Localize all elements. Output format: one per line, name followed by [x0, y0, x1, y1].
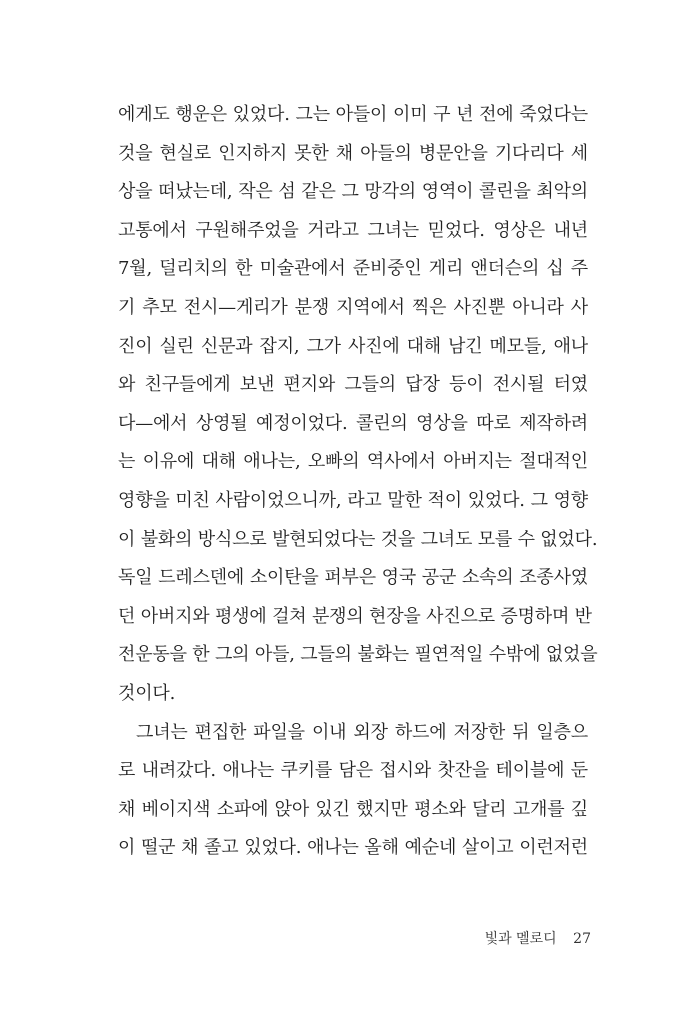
text-line: 상을 떠났는데, 작은 섬 같은 그 망각의 영역이 콜린을 최악의 — [118, 181, 588, 203]
page-number: 27 — [573, 931, 591, 947]
text-line: 던 아버지와 평생에 걸쳐 분쟁의 현장을 사진으로 증명하며 반 — [118, 605, 592, 627]
body-text — [118, 96, 598, 868]
text-line: 것을 현실로 인지하지 못한 채 아들의 병문안을 기다리다 세 — [118, 142, 588, 164]
running-title: 빛과 멜로디 — [484, 931, 557, 947]
text-line: 채 베이지색 소파에 앉아 있긴 했지만 평소와 달리 고개를 깊 — [118, 798, 588, 820]
text-line: 영향을 미친 사람이었으니까, 라고 말한 적이 있었다. 그 영향 — [118, 489, 588, 511]
text-line: 와 친구들에게 보낸 편지와 그들의 답장 등이 전시될 터였 — [118, 374, 588, 396]
text-line: 기 추모 전시—게리가 분쟁 지역에서 찍은 사진뿐 아니라 사 — [118, 296, 588, 318]
text-line: 이 불화의 방식으로 발현되었다는 것을 그녀도 모를 수 없었다. — [118, 528, 598, 550]
text-line: 다—에서 상영될 예정이었다. 콜린의 영상을 따로 제작하려 — [118, 412, 588, 434]
text-line: 고통에서 구원해주었을 거라고 그녀는 믿었다. 영상은 내년 — [118, 219, 588, 241]
text-line: 는 이유에 대해 애나는, 오빠의 역사에서 아버지는 절대적인 — [118, 451, 588, 473]
text-line: 로 내려갔다. 애나는 쿠키를 담은 접시와 찻잔을 테이블에 둔 — [118, 760, 588, 782]
page-footer — [485, 928, 591, 948]
text-line: 7월, 덜리치의 한 미술관에서 준비중인 게리 앤더슨의 십 주 — [118, 258, 588, 280]
text-line: 이 떨군 채 졸고 있었다. 애나는 올해 예순네 살이고 이런저런 — [118, 837, 588, 859]
text-line: 것이다. — [118, 682, 176, 704]
text-line: 진이 실린 신문과 잡지, 그가 사진에 대해 남긴 메모들, 애나 — [118, 335, 588, 357]
text-line: 전운동을 한 그의 아들, 그들의 불화는 필연적일 수밖에 없었을 — [118, 644, 598, 666]
text-line-indented: 그녀는 편집한 파일을 이내 외장 하드에 저장한 뒤 일층으 — [136, 721, 588, 743]
text-line: 독일 드레스덴에 소이탄을 퍼부은 영국 공군 소속의 조종사였 — [118, 567, 588, 589]
text-line: 에게도 행운은 있었다. 그는 아들이 이미 구 년 전에 죽었다는 — [118, 104, 588, 125]
